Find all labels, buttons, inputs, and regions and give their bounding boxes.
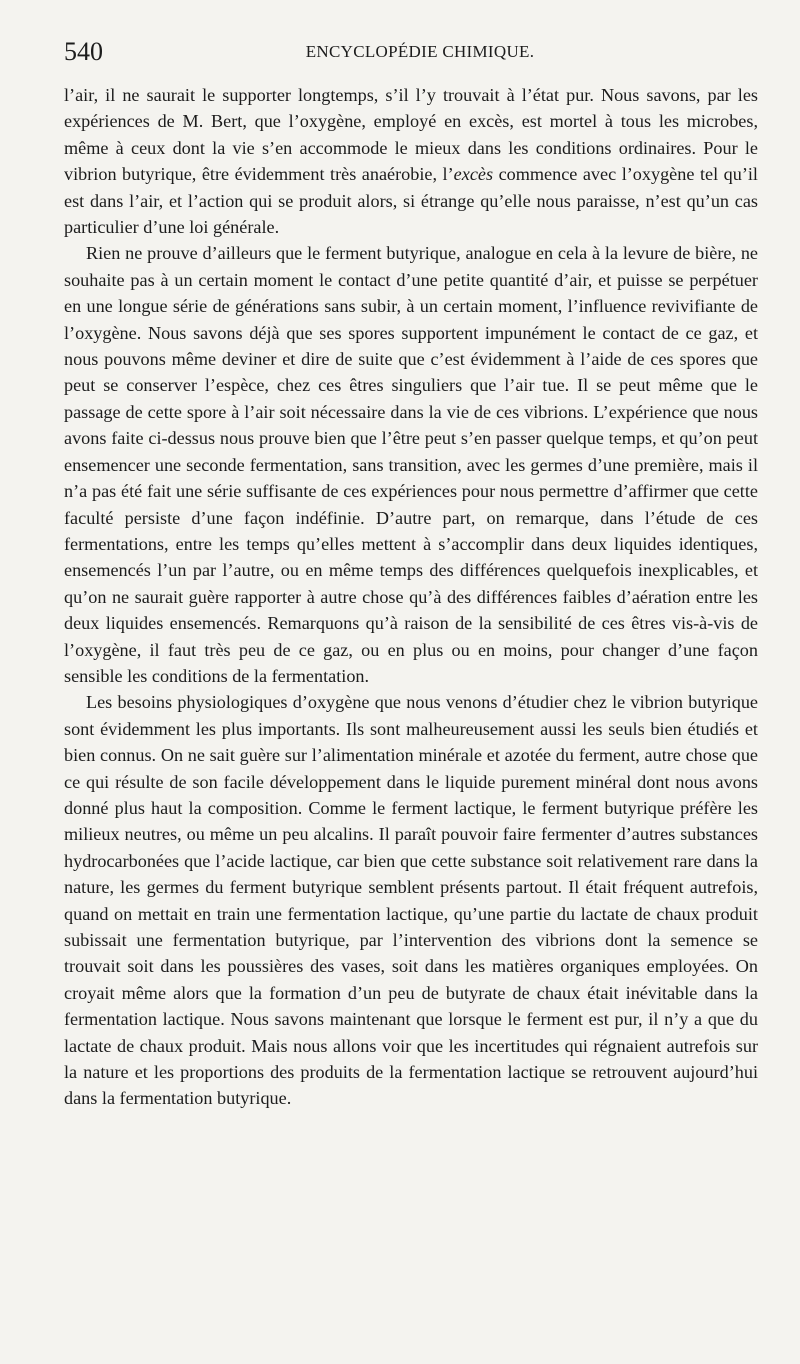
paragraph-1	[64, 82, 758, 240]
page-number: 540	[64, 37, 103, 66]
paragraph-1-text-start: l’air, il ne saurait le supporter longtemps, s’il l’y trouvait à l’état pur. Nous savons, par les expériences de M. Bert, que l’oxygène, employé en excès, est mortel à tous les microbes, même à ceux dont la vie s’en accommode le mieux dans les conditions ordinaires. Pour le vibrion butyrique, être évidemment très anaérobie, l’	[64, 85, 758, 185]
running-title: ENCYCLOPÉDIE CHIMIQUE.	[305, 42, 535, 61]
paragraph-2: Rien ne prouve d’ailleurs que le ferment butyrique, analogue en cela à la levure de bière, ne souhaite pas à un certain moment le contact d’une petite quantité d’air, et puisse se perpétuer en une longue série de générations sans subir, à un certain moment, l’influence revivifiante de l’oxygène. Nous savons déjà que ses spores supportent impunément le contact de ce gaz, et nous pouvons même deviner et dire de suite que c’est évidemment à l’aide de ces spores que peut se conserver l’espèce, chez ces êtres singuliers que l’air tue. Il se peut même que le passage de cette spore à l’air soit nécessaire dans la vie de ces vibrions. L’expérience que nous avons faite ci-dessus nous prouve bien que l’être peut s’en passer quelque temps, et qu’on peut ensemencer une seconde fermentation, sans transition, avec les germes d’une première, mais il n’a pas été fait une série suffisante de ces expériences pour nous permettre d’affirmer que cette faculté persiste d’une façon indéfinie. D’autre part, on remarque, dans l’étude de ces fermentations, entre les temps qu’elles mettent à s’accomplir dans deux liquides identiques, ensemencés l’un par l’autre, ou en même temps des différences quelquefois inexplicables, et qu’on ne saurait guère rapporter à autre chose qu’à des différences faibles d’aération entre les deux liquides ensemencés. Remarquons qu’à raison de la sensibilité de ces êtres vis-à-vis de l’oxygène, il faut très peu de ce gaz, ou en plus ou en moins, pour changer d’une façon sensible les conditions de la fermentation.	[64, 243, 758, 686]
page-header	[64, 36, 776, 68]
paragraph-1-text-end: commence avec l’oxygène tel qu’il est dans l’air, et l’action qui se produit alors, si étrange qu’elle nous paraisse, n’est qu’un cas particulier d’une loi générale.	[64, 164, 758, 238]
body-text	[64, 82, 758, 1112]
paragraph-3: Les besoins physiologiques d’oxygène que nous venons d’étudier chez le vibrion butyrique sont évidemment les plus importants. Ils sont malheureusement aussi les seuls bien étudiés et bien connus. On ne sait guère sur l’alimentation minérale et azotée du ferment, autre chose que ce qui résulte de son facile développement dans le liquide purement minéral dont nous avons donné plus haut la composition. Comme le ferment lactique, le ferment butyrique préfère les milieux neutres, ou même un peu alcalins. Il paraît pouvoir faire fermenter d’autres substances hydrocarbonées que l’acide lactique, car bien que cette substance soit relativement rare dans la nature, les germes du ferment butyrique semblent présents partout. Il était fréquent autrefois, quand on mettait en train une fermentation lactique, qu’une partie du lactate de chaux produit subissait une fermentation butyrique, par l’intervention des vibrions dont la semence se trouvait soit dans les poussières des vases, soit dans les matières organiques employées. On croyait même alors que la formation d’un peu de butyrate de chaux était inévitable dans la fermentation lactique. Nous savons maintenant que lorsque le ferment est pur, il n’y a que du lactate de chaux produit. Mais nous allons voir que les incertitudes qui régnaient autrefois sur la nature et les proportions des produits de la fermentation lactique se retrouvent aujourd’hui dans la fermentation butyrique.	[64, 692, 758, 1109]
emphasized-word-exces: excès	[453, 164, 494, 185]
